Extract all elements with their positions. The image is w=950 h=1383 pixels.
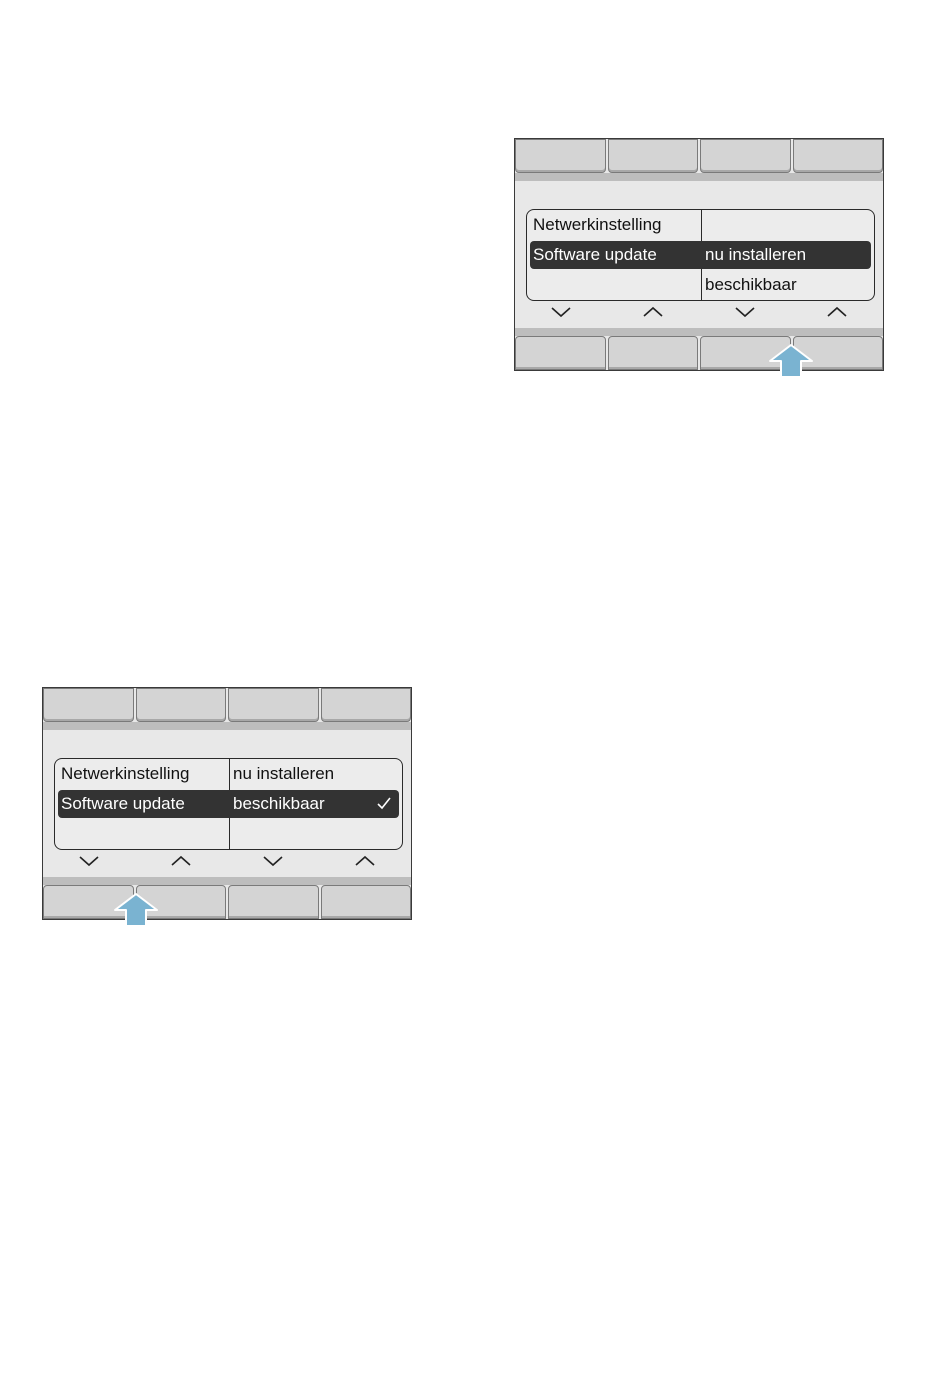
list-row[interactable] (58, 760, 399, 788)
bottom-button-3[interactable] (228, 885, 319, 919)
divider-strip (43, 722, 411, 730)
top-button-row (515, 139, 883, 173)
chevron-up-icon[interactable] (791, 303, 883, 321)
chevron-down-icon[interactable] (699, 303, 791, 321)
control-panel-display (42, 687, 412, 920)
top-button-2[interactable] (136, 688, 227, 722)
list-row-selected[interactable] (530, 241, 871, 269)
press-arrow-icon (768, 344, 814, 378)
bottom-button-row (515, 336, 883, 370)
top-button-1[interactable] (515, 139, 606, 173)
chevron-up-icon[interactable] (607, 303, 699, 321)
list-row[interactable] (530, 211, 871, 239)
bottom-button-row (43, 885, 411, 919)
list-row[interactable] (58, 820, 399, 848)
list-row-selected[interactable] (58, 790, 399, 818)
control-panel-display (514, 138, 884, 371)
setting-name: Netwerkinstelling (61, 764, 190, 783)
top-button-4[interactable] (793, 139, 884, 173)
chevron-down-icon[interactable] (43, 852, 135, 870)
settings-list (54, 758, 403, 850)
chevron-up-icon[interactable] (319, 852, 411, 870)
chevron-up-icon[interactable] (135, 852, 227, 870)
bottom-button-4[interactable] (321, 885, 412, 919)
navigation-arrows (43, 852, 411, 870)
setting-value: nu installeren (233, 764, 335, 783)
display-area (43, 688, 411, 919)
top-button-4[interactable] (321, 688, 412, 722)
top-button-1[interactable] (43, 688, 134, 722)
divider-strip (515, 328, 883, 336)
setting-value: beschikbaar (705, 275, 797, 294)
divider-strip (515, 173, 883, 181)
setting-value: beschikbaar (233, 794, 325, 813)
settings-list (526, 209, 875, 301)
top-button-3[interactable] (700, 139, 791, 173)
checkmark-icon (377, 796, 391, 810)
list-row[interactable] (530, 271, 871, 299)
divider-strip (43, 877, 411, 885)
setting-name: Netwerkinstelling (533, 215, 662, 234)
bottom-button-1[interactable] (515, 336, 606, 370)
press-arrow-icon (113, 893, 159, 927)
chevron-down-icon[interactable] (227, 852, 319, 870)
bottom-button-2[interactable] (608, 336, 699, 370)
top-button-row (43, 688, 411, 722)
top-button-3[interactable] (228, 688, 319, 722)
chevron-down-icon[interactable] (515, 303, 607, 321)
setting-value: nu installeren (705, 245, 807, 264)
navigation-arrows (515, 303, 883, 321)
display-area (515, 139, 883, 370)
top-button-2[interactable] (608, 139, 699, 173)
setting-name: Software update (61, 794, 185, 813)
setting-name: Software update (533, 245, 657, 264)
